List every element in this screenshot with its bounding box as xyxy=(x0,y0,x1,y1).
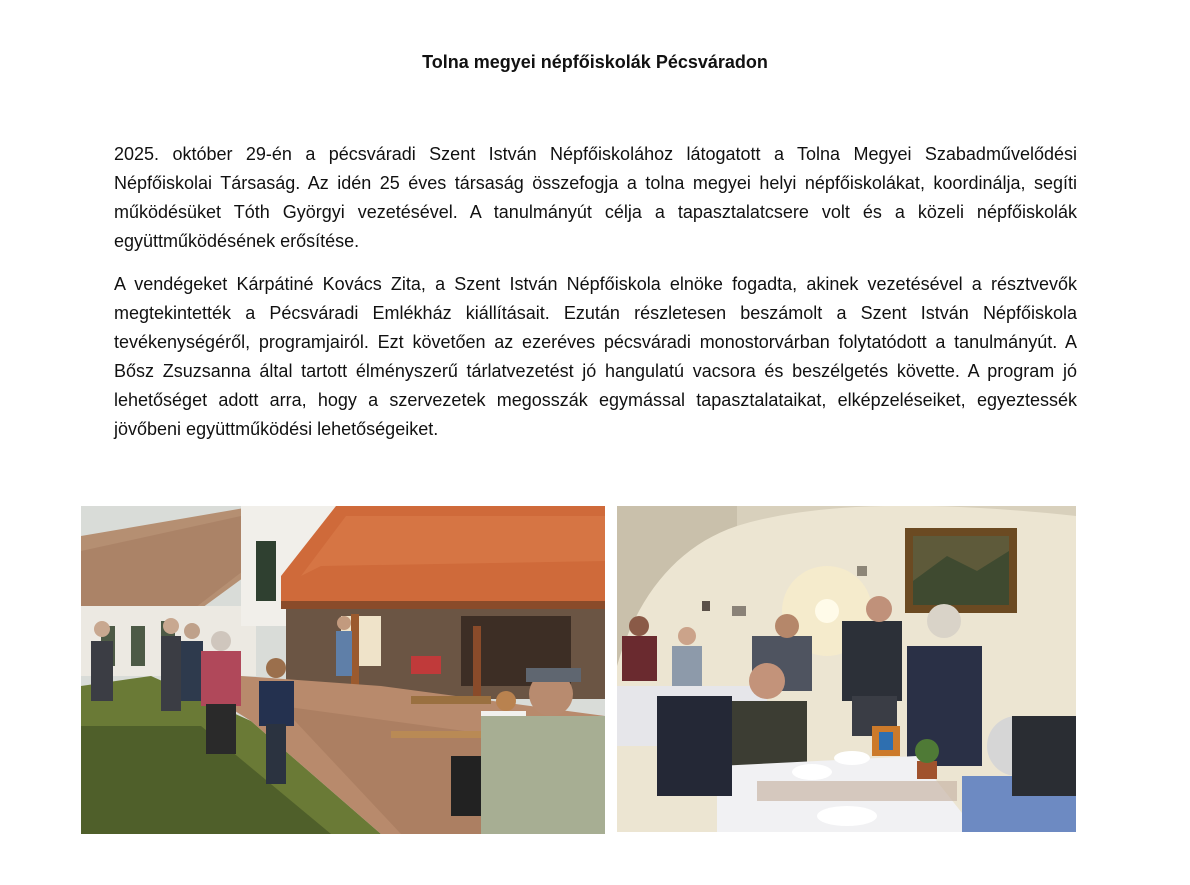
document-body xyxy=(114,140,1077,458)
document-title: Tolna megyei népfőiskolák Pécsváradon xyxy=(422,52,768,72)
photo-courtyard-group xyxy=(81,506,605,834)
paragraph: A vendégeket Kárpátiné Kovács Zita, a Szent István Népfőiskola elnöke fogadta, akinek vezetésével a résztvevők megtekintették a Pécsváradi Emlékház kiállításait. Ezután részletesen beszámolt a Szent István Népfőiskola tevékenységéről, programjairól. Ezt követően az ezeréves pécsváradi monostorvárban folytatódott a tanulmányút. A Bősz Zsuzsanna által tartott élményszerű tárlatvezetést jó hangulatú vacsora és beszélgetés követte. A program jó lehetőséget adott arra, hogy a szervezetek megosszák egymással tapasztalataikat, elképzeléseiket, egyeztessék jövőbeni együttműködési lehetőségeiket. xyxy=(114,274,1077,439)
photo-dinner-cellar xyxy=(617,506,1076,832)
paragraph: 2025. október 29-én a pécsváradi Szent István Népfőiskolához látogatott a Tolna Megyei Szabadművelődési Népfőiskolai Társaság. Az idén 25 éves társaság összefogja a tolna megyei helyi népfőiskolákat, koordinálja, segíti működésüket Tóth Györgyi vezetésével. A tanulmányút célja a tapasztalatcsere volt és a közeli népfőiskolák együttműködésének erősítése. xyxy=(114,144,1077,251)
